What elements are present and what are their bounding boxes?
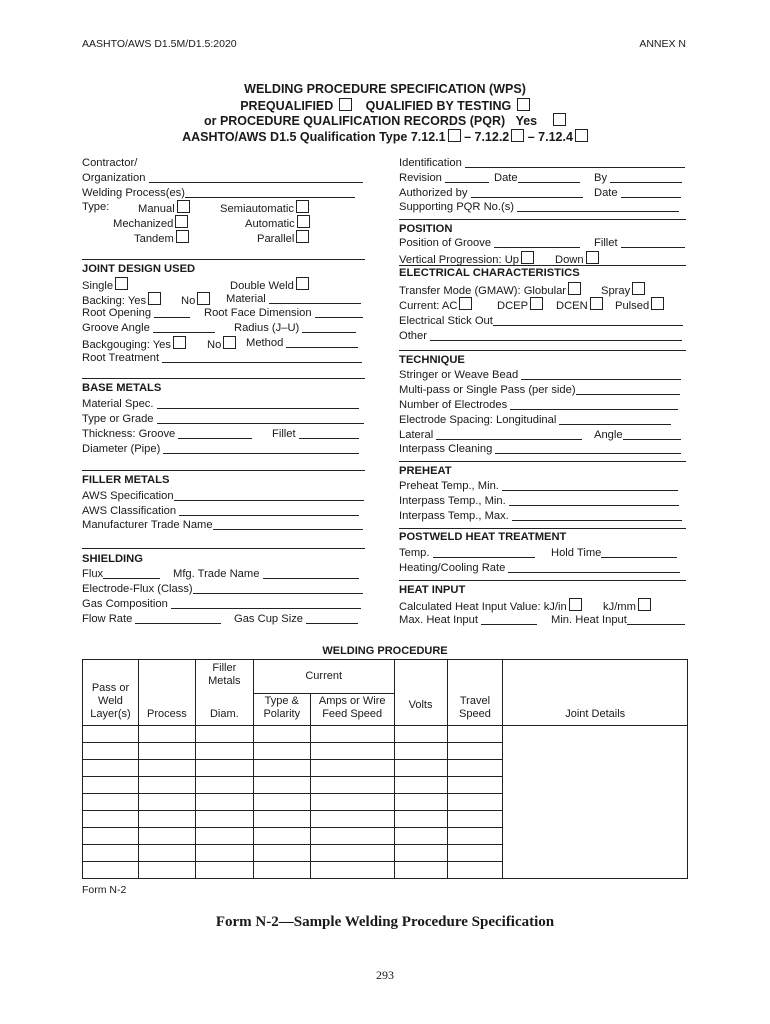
- heating-cooling-field[interactable]: Heating/Cooling Rate: [399, 561, 680, 575]
- prequalified-label: PREQUALIFIED: [240, 99, 334, 113]
- parallel-option[interactable]: Parallel: [257, 230, 309, 246]
- dcen-checkbox: [590, 297, 603, 310]
- qual-type-line: [0, 129, 770, 144]
- joint-design-heading: JOINT DESIGN USED: [82, 263, 196, 275]
- col-process-header: Process: [138, 660, 195, 726]
- electrode-flux-field[interactable]: Electrode-Flux (Class): [82, 582, 363, 596]
- pqr-line: [0, 113, 770, 128]
- figure-caption: Form N-2—Sample Welding Procedure Specification: [215, 914, 555, 930]
- kj-mm-option[interactable]: kJ/mm: [603, 598, 651, 614]
- qual-type-opt3: – 7.12.4: [527, 130, 573, 144]
- identification-field[interactable]: Identification: [399, 156, 685, 170]
- type-7124-checkbox[interactable]: [575, 129, 588, 142]
- running-header-right: ANNEX N: [639, 38, 686, 50]
- shielding-heading: SHIELDING: [82, 553, 143, 565]
- col-current-header: Current: [253, 660, 394, 694]
- single-option[interactable]: Single: [82, 277, 128, 293]
- divider: [399, 461, 686, 462]
- electrical-heading: ELECTRICAL CHARACTERISTICS: [399, 267, 580, 279]
- flow-rate-field[interactable]: Flow Rate: [82, 612, 221, 626]
- organization-field[interactable]: Organization: [82, 171, 363, 185]
- welding-process-field[interactable]: Welding Process(es): [82, 186, 355, 200]
- divider: [399, 350, 686, 351]
- manual-checkbox: [177, 200, 190, 213]
- position-fillet-field[interactable]: Fillet: [594, 236, 685, 250]
- pwht-heading: POSTWELD HEAT TREATMENT: [399, 531, 567, 543]
- spray-checkbox: [632, 282, 645, 295]
- divider: [82, 548, 365, 549]
- col-amps-header: Amps or Wire Feed Speed: [310, 694, 394, 726]
- heat-input-heading: HEAT INPUT: [399, 584, 466, 596]
- backing-no-option[interactable]: No: [181, 292, 210, 308]
- stick-out-field[interactable]: Electrical Stick Out: [399, 314, 683, 328]
- col-volts-header: Volts: [394, 660, 447, 726]
- diameter-field[interactable]: Diameter (Pipe): [82, 442, 359, 456]
- base-metals-heading: BASE METALS: [82, 382, 162, 394]
- hold-time-field[interactable]: Hold Time: [551, 546, 677, 560]
- qualification-line: [0, 98, 770, 113]
- divider: [82, 378, 365, 379]
- manual-option[interactable]: Manual: [138, 200, 190, 216]
- vertical-up-option[interactable]: Vertical Progression: Up: [399, 251, 534, 267]
- method-field[interactable]: Method: [246, 336, 358, 350]
- gas-composition-field[interactable]: Gas Composition: [82, 597, 361, 611]
- max-heat-field[interactable]: Max. Heat Input: [399, 613, 537, 627]
- position-heading: POSITION: [399, 223, 453, 235]
- vertical-up-checkbox: [521, 251, 534, 264]
- tandem-checkbox: [176, 230, 189, 243]
- kj-mm-checkbox: [638, 598, 651, 611]
- vertical-down-option[interactable]: Down: [555, 251, 599, 267]
- authorized-by-field[interactable]: Authorized by: [399, 186, 583, 200]
- stringer-field[interactable]: Stringer or Weave Bead: [399, 368, 681, 382]
- col-diam-header: Diam.: [195, 694, 253, 726]
- mechanized-option[interactable]: Mechanized: [113, 215, 188, 231]
- ac-option[interactable]: Current: AC: [399, 297, 472, 313]
- divider: [399, 528, 686, 529]
- contractor-label: Contractor/: [82, 157, 138, 169]
- dcep-checkbox: [530, 297, 543, 310]
- pqr-label: or PROCEDURE QUALIFICATION RECORDS (PQR): [203, 114, 506, 128]
- qual-type-opt2: – 7.12.2: [464, 130, 510, 144]
- gas-cup-field[interactable]: Gas Cup Size: [234, 612, 358, 626]
- aws-spec-field[interactable]: AWS Specification: [82, 489, 364, 503]
- semiautomatic-checkbox: [296, 200, 309, 213]
- type-label: Type:: [82, 201, 110, 213]
- col-pass-header: Pass or Weld Layer(s): [83, 660, 139, 726]
- form-title: WELDING PROCEDURE SPECIFICATION (WPS): [244, 82, 526, 96]
- backgouging-yes-checkbox: [173, 336, 186, 349]
- single-checkbox: [115, 277, 128, 290]
- manufacturer-field[interactable]: Manufacturer Trade Name: [82, 518, 363, 532]
- root-face-field[interactable]: Root Face Dimension: [204, 306, 363, 320]
- kj-in-option[interactable]: Calculated Heat Input Value: kJ/in: [399, 598, 582, 614]
- double-weld-option[interactable]: Double Weld: [230, 277, 309, 293]
- backgouging-no-option[interactable]: No: [207, 336, 236, 352]
- flux-field[interactable]: Flux: [82, 567, 160, 581]
- material-spec-field[interactable]: Material Spec.: [82, 397, 359, 411]
- ac-checkbox: [459, 297, 472, 310]
- interpass-max-field[interactable]: Interpass Temp., Max.: [399, 509, 682, 523]
- page-number: 293: [376, 968, 394, 982]
- num-electrodes-field[interactable]: Number of Electrodes: [399, 398, 678, 412]
- kj-in-checkbox: [569, 598, 582, 611]
- automatic-checkbox: [297, 215, 310, 228]
- welding-procedure-title: WELDING PROCEDURE: [322, 645, 448, 657]
- prequalified-checkbox[interactable]: [339, 98, 352, 111]
- aws-class-field[interactable]: AWS Classification: [82, 504, 359, 518]
- col-joint-header: Joint Details: [503, 660, 688, 726]
- date-field[interactable]: Date: [494, 171, 580, 185]
- revision-field[interactable]: Revision: [399, 171, 489, 185]
- min-heat-field[interactable]: Min. Heat Input: [551, 613, 685, 627]
- divider: [82, 259, 365, 260]
- automatic-option[interactable]: Automatic: [245, 215, 310, 231]
- vertical-down-checkbox: [586, 251, 599, 264]
- electrode-spacing-field[interactable]: Electrode Spacing: Longitudinal: [399, 413, 671, 427]
- interpass-min-field[interactable]: Interpass Temp., Min.: [399, 494, 679, 508]
- preheat-heading: PREHEAT: [399, 465, 452, 477]
- double-weld-checkbox: [296, 277, 309, 290]
- dcen-option[interactable]: DCEN: [556, 297, 603, 313]
- groove-angle-field[interactable]: Groove Angle: [82, 321, 215, 335]
- thickness-groove-field[interactable]: Thickness: Groove: [82, 427, 252, 441]
- backing-yes-checkbox: [148, 292, 161, 305]
- globular-option[interactable]: Transfer Mode (GMAW): Globular: [399, 282, 581, 298]
- mechanized-checkbox: [175, 215, 188, 228]
- backing-no-checkbox: [197, 292, 210, 305]
- tandem-option[interactable]: Tandem: [134, 230, 189, 246]
- angle-field[interactable]: Angle: [594, 428, 681, 442]
- divider: [399, 219, 686, 220]
- col-travel-header: Travel Speed: [447, 660, 503, 726]
- material-field[interactable]: Material: [226, 292, 361, 306]
- welding-procedure-table: [82, 659, 688, 879]
- position-groove-field[interactable]: Position of Groove: [399, 236, 580, 250]
- pulsed-option[interactable]: Pulsed: [615, 297, 664, 313]
- other-field[interactable]: Other: [399, 329, 682, 343]
- col-type-header: Type & Polarity: [253, 694, 310, 726]
- authorized-date-field[interactable]: Date: [594, 186, 681, 200]
- globular-checkbox: [568, 282, 581, 295]
- by-field[interactable]: By: [594, 171, 682, 185]
- thickness-fillet-field[interactable]: Fillet: [272, 427, 359, 441]
- form-label: Form N-2: [82, 884, 127, 896]
- col-filler-header: Filler Metals: [195, 660, 253, 694]
- root-treatment-field[interactable]: Root Treatment: [82, 351, 362, 365]
- qual-type-label: AASHTO/AWS D1.5 Qualification Type 7.12.1: [182, 130, 446, 144]
- supporting-pqr-field[interactable]: Supporting PQR No.(s): [399, 200, 679, 214]
- radius-field[interactable]: Radius (J–U): [234, 321, 356, 335]
- pqr-yes-label: Yes: [515, 114, 538, 128]
- type-7122-checkbox[interactable]: [511, 129, 524, 142]
- qualified-checkbox[interactable]: [517, 98, 530, 111]
- temp-field[interactable]: Temp.: [399, 546, 535, 560]
- interpass-cleaning-field[interactable]: Interpass Cleaning: [399, 442, 681, 456]
- mfg-trade-field[interactable]: Mfg. Trade Name: [173, 567, 359, 581]
- type-7121-checkbox[interactable]: [448, 129, 461, 142]
- root-opening-field[interactable]: Root Opening: [82, 306, 190, 320]
- table-row[interactable]: [83, 726, 688, 743]
- type-grade-field[interactable]: Type or Grade: [82, 412, 364, 426]
- backgouging-yes-option[interactable]: Backgouging: Yes: [82, 336, 186, 352]
- parallel-checkbox: [296, 230, 309, 243]
- preheat-min-field[interactable]: Preheat Temp., Min.: [399, 479, 678, 493]
- divider: [82, 470, 365, 471]
- pulsed-checkbox: [651, 297, 664, 310]
- dcep-option[interactable]: DCEP: [497, 297, 543, 313]
- pqr-yes-checkbox[interactable]: [553, 113, 566, 126]
- lateral-field[interactable]: Lateral: [399, 428, 582, 442]
- technique-heading: TECHNIQUE: [399, 354, 465, 366]
- qualified-label: QUALIFIED BY TESTING: [365, 99, 512, 113]
- divider: [399, 580, 686, 581]
- backgouging-no-checkbox: [223, 336, 236, 349]
- multipass-field[interactable]: Multi-pass or Single Pass (per side): [399, 383, 680, 397]
- filler-metals-heading: FILLER METALS: [82, 474, 170, 486]
- running-header-left: AASHTO/AWS D1.5M/D1.5:2020: [82, 38, 237, 50]
- spray-option[interactable]: Spray: [601, 282, 645, 298]
- semiautomatic-option[interactable]: Semiautomatic: [220, 200, 309, 216]
- backing-yes-option[interactable]: Backing: Yes: [82, 292, 161, 308]
